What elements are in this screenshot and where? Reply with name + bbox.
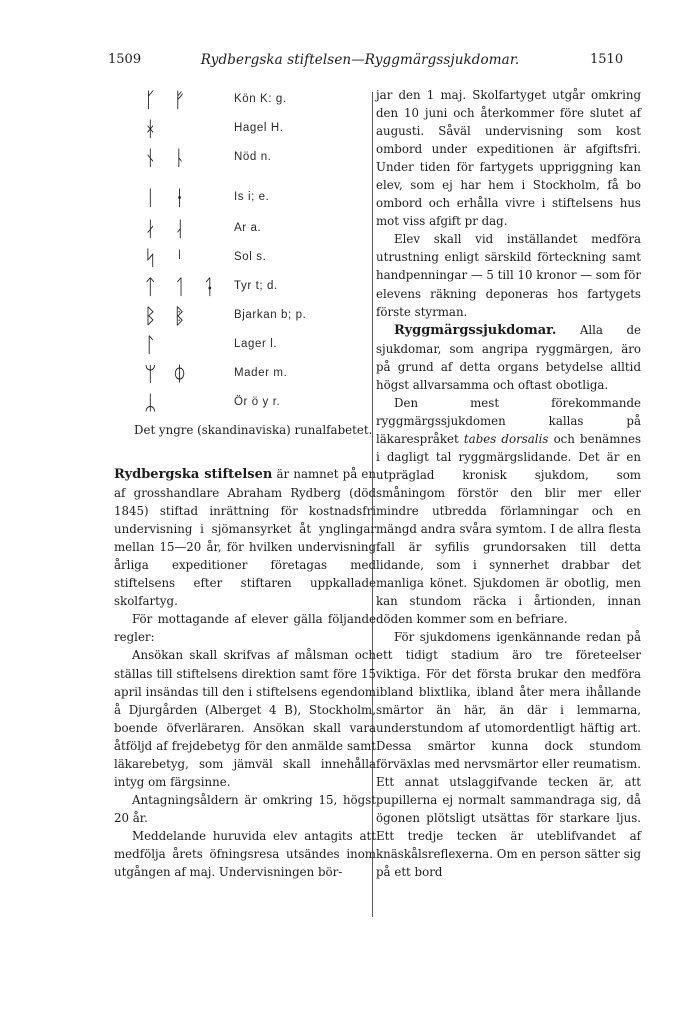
paragraph: För sjukdomens igenkännande redan på ett tidigt stadium äro tre företeelser viktiga. För det första brukar den medföra ibland blixtlika, ibland åter mera ihållande smärtor än här, än där i lemmarna, understundom af utomordentligt häftig art. Dessa smärtor kunna dock stundom förväxlas med nervsmärtor eller reumatism. Ett annat utslaggifvande tecken är, att pupillerna ej normalt sammandraga sig, då ögonen plötsligt utsättas för starkare ljus. Ett tredje tecken är uteblifvandet af knäskålsreflexerna. Om en person sätter sig på ett bord [376,630,641,880]
rune-name: Sol s. [234,251,267,263]
paragraph: jar den 1 maj. Skolfartyget utgår omkring den 10 juni och återkommer före slutet af augusti. Såväl undervisning som kost ombord under expeditionen är afgiftsfri. Under tiden för fartygets uppriggning kan elev, som ej har hem i Stockholm, få bo ombord och erhålla vivre i stiftelsens hus mot viss afgift pr dag. [376,88,641,229]
rune-name: Bjarkan b; p. [234,309,307,321]
page-number-left: 1509 [108,52,142,67]
rune-row [114,215,376,244]
rune-glyphs: ᚾ ᚿ [144,146,191,170]
rune-glyphs: ᛒ ᛔ [144,304,191,328]
rune-name: Mader m. [234,367,288,379]
rune-name: Lager l. [234,338,278,350]
running-title: Rydbergska stiftelsen—Ryggmärgssjukdomar. [200,52,520,68]
rune-glyphs: ᛘ ᛰ [144,362,191,386]
rune-row [114,331,376,360]
rune-row [114,273,376,302]
rune-row [114,389,376,418]
tabes-paragraph [368,394,641,629]
rune-name: Hagel H. [234,122,284,134]
rune-name: Ör ö y r. [234,396,281,408]
rune-table [114,86,376,418]
paragraph: Meddelande huruvida elev antagits att medfölja årets öfningsresa utsändes inom utgången af maj. Undervisningen bör- [114,828,376,880]
rune-name: Ar a. [234,222,262,234]
page-header [0,52,686,76]
rune-name: Is i; e. [234,191,270,203]
rune-row [114,173,376,215]
tabes-text-b: och benämnes i dagligt tal ryggmärgslidande. Det är en utpräglad kronisk sjukdom, som småningom förstör den blir mer eller mindre utbredda förlamningar och en mängd andra svåra symtom. I de allra flesta fall är syfilis grundorsaken till detta lidande, som i synnerhet drabbar det manliga könet. Sjukdomen är obotlig, men kan stundom räcka i årtionden, innan döden kommer som en befriare. [376,431,642,627]
rune-row [114,244,376,273]
paragraph: Elev skall vid inställandet medföra utrustning enligt särskild förteckning samt handpenningar — 5 till 10 kronor — som för elevens räkning deponeras hos fartygets förste styrman. [376,232,641,319]
rune-row [114,360,376,389]
rune-row [114,302,376,331]
rune-glyphs: ᛚ [144,333,162,357]
rune-glyphs: ᛅ ᛆ [144,217,191,241]
left-column [114,86,376,881]
rune-glyphs: ᚼ [144,117,162,141]
rydbergska-paragraph [114,465,376,610]
rune-glyphs: ᛏ ᛐ ᛑ [144,275,221,299]
rune-row [114,144,376,173]
rune-name: Tyr t; d. [234,280,278,292]
ryggmargs-heading: Ryggmärgssjukdomar. [394,322,557,338]
rune-row [114,86,376,115]
rune-row [114,115,376,144]
rydbergska-heading: Rydbergska stiftelsen [114,467,273,482]
ryggmargs-paragraph [368,321,641,394]
tabes-term: tabes dorsalis [463,431,549,446]
paragraph: Ansökan skall skrifvas af målsman och ställas till stiftelsens direktion samt före 15 april insändas till den i stiftelsens egendom å Djurgården (Alberget 4 B), Stockholm, boende öfverläraren. Ansökan skall vara åtföljd af frejdebetyg för den anmälde samt läkarebetyg, som jämväl skall innehålla intyg om färgsinne. [114,648,376,789]
rune-glyphs: ᛁ ᛂ [144,186,191,210]
rune-glyphs: ᛦ [144,391,162,415]
rune-glyphs: ᚴ ᚠ [144,88,191,112]
tabes-text-a: Den mest förekommande ryggmärgssjukdomen kallas på läkarespråket [376,395,641,446]
rune-table-caption: Det yngre (skandinaviska) runalfabetet. [134,423,373,437]
rune-name: Kön K: g. [234,93,287,105]
paragraph: För mottagande af elever gälla följande regler: [114,612,376,645]
right-column [368,86,641,881]
rune-name: Nöd n. [234,151,272,163]
rune-glyphs: ᛋ ᛌ [144,246,191,270]
rydbergska-text: är namnet på en af grosshandlare Abraham Rydberg (död 1845) stiftad inrättning för kostnadsfri undervisning i sjömansyrket åt ynglingar mellan 15—20 år, för hvilken undervisning årliga expeditioner företagas med stiftelsens efter stiftaren uppkallade skolfartyg. [114,467,376,609]
paragraph: Antagningsåldern är omkring 15, högst 20 år. [114,792,376,825]
page-number-right: 1510 [590,52,624,67]
ryggmargs-text: Alla de sjukdomar, som angripa ryggmärgen, äro på grund af detta organs betydelse alltid högst allvarsamma och oftast obotliga. [376,322,641,392]
